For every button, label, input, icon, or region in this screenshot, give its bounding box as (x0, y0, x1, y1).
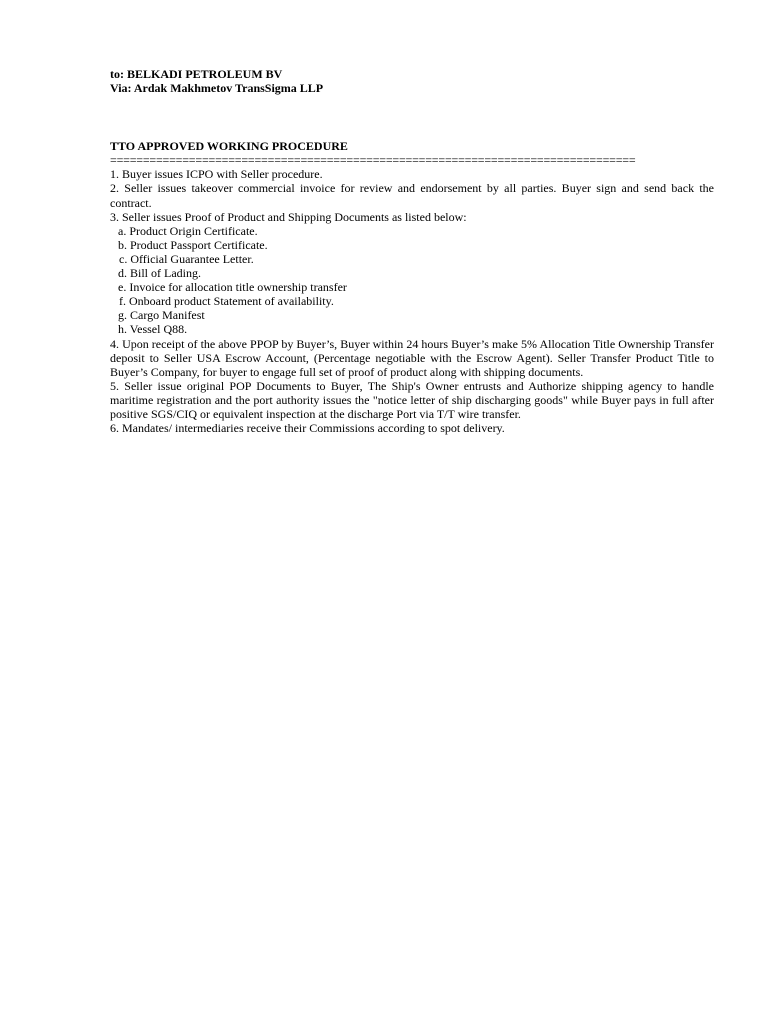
procedure-step-2: 2. Seller issues takeover commercial invoice for review and endorsement by all parties. Buyer sign and send back the contract. (110, 181, 714, 210)
document-list-item-c: c. Official Guarantee Letter. (119, 251, 254, 266)
via-line: Via: Ardak Makhmetov TransSigma LLP (110, 81, 324, 96)
document-list-item-a: a. Product Origin Certificate. (118, 223, 258, 238)
document-list-item-e: e. Invoice for allocation title ownership transfer (118, 280, 347, 295)
document-list-item-d: d. Bill of Lading. (118, 266, 201, 281)
procedure-step-3: 3. Seller issues Proof of Product and Shipping Documents as listed below: (110, 209, 467, 224)
procedure-step-6: 6. Mandates/ intermediaries receive their Commissions according to spot delivery. (110, 421, 505, 436)
document-page (110, 67, 714, 435)
document-list-item-b: b. Product Passport Certificate. (118, 237, 268, 252)
document-list-item-g: g. Cargo Manifest (118, 308, 205, 323)
procedure-step-5: 5. Seller issue original POP Documents to Buyer, The Ship's Owner entrusts and Authorize shipping agency to handle maritime registration and the port authority issues the "notice letter of ship discharging goods" while Buyer pays in full after positive SGS/CIQ or equivalent inspection at the discharge Port via T/T wire transfer. (110, 378, 714, 421)
procedure-step-4: 4. Upon receipt of the above PPOP by Buyer’s, Buyer within 24 hours Buyer’s make 5% Allocation Title Ownership Transfer deposit to Seller USA Escrow Account, (Percentage negotiable with the Escrow Agent). Seller Transfer Product Title to Buyer’s Company, for buyer to engage full set of proof of product along with shipping documents. (110, 336, 714, 379)
spacer (110, 95, 714, 137)
document-list-item-h: h. Vessel Q88. (118, 322, 188, 337)
procedure-step-1: 1. Buyer issues ICPO with Seller procedure. (110, 167, 323, 182)
document-list-item-f: f. Onboard product Statement of availability. (119, 294, 334, 309)
separator-rule: ================================================================================ (110, 153, 636, 168)
document-title: TTO APPROVED WORKING PROCEDURE (110, 139, 348, 154)
recipient-line: to: BELKADI PETROLEUM BV (110, 67, 283, 81)
